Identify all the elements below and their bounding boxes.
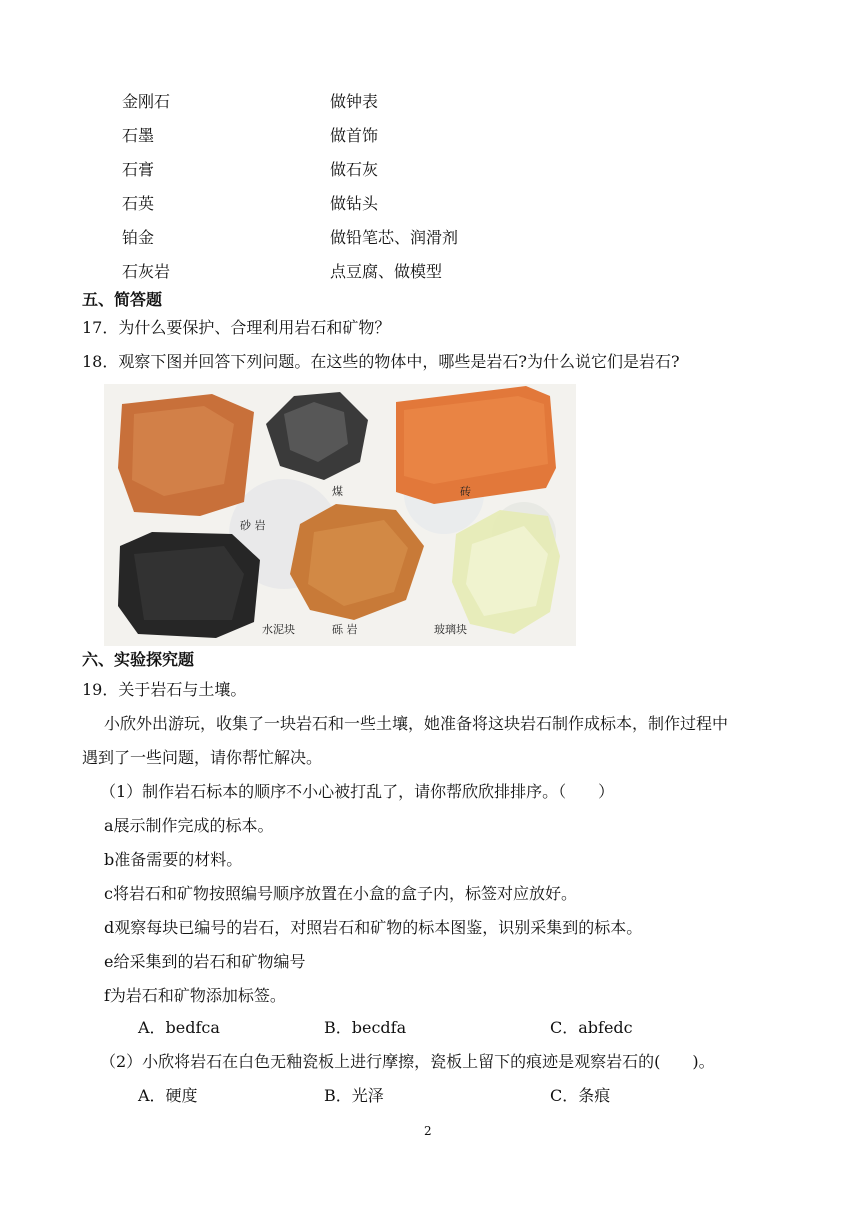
sub1-option-a: A．bedfca	[138, 1018, 220, 1037]
label-sandstone: 砂 岩	[240, 519, 266, 532]
step-c: c将岩石和矿物按照编号顺序放置在小盒的盒子内，标签对应放好。	[104, 884, 577, 903]
section-6-title: 六、实验探究题	[82, 650, 195, 669]
rock-figure-drawing	[104, 384, 576, 646]
match-right-1: 做钟表	[330, 92, 379, 111]
step-f: f为岩石和矿物添加标签。	[104, 986, 286, 1005]
label-coal: 煤	[332, 485, 343, 498]
match-left-5: 铂金	[122, 228, 155, 247]
label-cement: 水泥块	[262, 623, 295, 636]
match-right-6: 点豆腐、做模型	[330, 262, 443, 281]
label-glass: 玻璃块	[434, 623, 467, 636]
label-brick: 砖	[460, 485, 471, 498]
sub1-option-b: B．becdfa	[324, 1018, 407, 1037]
page-number: 2	[424, 1124, 432, 1138]
step-d: d观察每块已编号的岩石，对照岩石和矿物的标本图鉴，识别采集到的标本。	[104, 918, 643, 937]
q19-intro-line2: 遇到了一些问题，请你帮忙解决。	[82, 748, 323, 767]
match-left-3: 石膏	[122, 160, 155, 179]
sub2-option-c: C．条痕	[550, 1086, 611, 1105]
question-17: 17．为什么要保护、合理利用岩石和矿物？	[82, 318, 391, 337]
match-right-5: 做铅笔芯、润滑剂	[330, 228, 459, 247]
step-e: e给采集到的岩石和矿物编号	[104, 952, 306, 971]
question-19: 19．关于岩石与土壤。	[82, 680, 247, 699]
section-5-title: 五、简答题	[82, 290, 163, 309]
match-left-4: 石英	[122, 194, 155, 213]
question-18: 18．观察下图并回答下列问题。在这些的物体中，哪些是岩石?为什么说它们是岩石?	[82, 352, 680, 371]
match-right-3: 做石灰	[330, 160, 379, 179]
match-left-1: 金刚石	[122, 92, 171, 111]
match-right-4: 做钻头	[330, 194, 379, 213]
sub1-option-c: C．abfedc	[550, 1018, 633, 1037]
label-conglomerate: 砾 岩	[332, 623, 358, 636]
step-b: b准备需要的材料。	[104, 850, 243, 869]
match-left-2: 石墨	[122, 126, 155, 145]
rock-figure	[104, 384, 576, 646]
q19-intro-line1: 小欣外出游玩，收集了一块岩石和一些土壤，她准备将这块岩石制作成标本，制作过程中	[104, 714, 729, 733]
match-left-6: 石灰岩	[122, 262, 171, 281]
sub2-option-a: A．硬度	[138, 1086, 198, 1105]
sub2-option-b: B．光泽	[324, 1086, 384, 1105]
match-right-2: 做首饰	[330, 126, 379, 145]
q19-sub1: （1）制作岩石标本的顺序不小心被打乱了，请你帮欣欣排排序。（ ）	[100, 782, 615, 801]
q19-sub2: （2）小欣将岩石在白色无釉瓷板上进行摩擦，瓷板上留下的痕迹是观察岩石的( )。	[100, 1052, 715, 1071]
step-a: a展示制作完成的标本。	[104, 816, 274, 835]
